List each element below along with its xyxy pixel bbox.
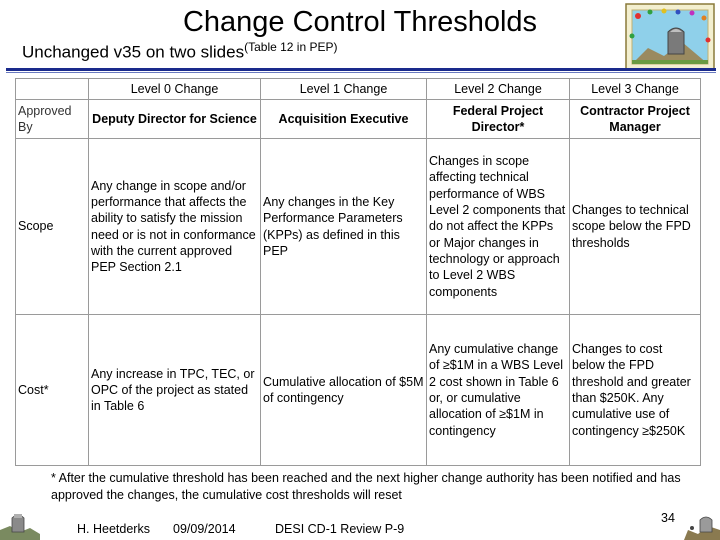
cost-level-2: Any cumulative change of ≥$1M in a WBS Level 2 cost shown in Table 6 or, or cumulative allocation of ≥$1M in contingency [427, 315, 570, 466]
approved-level-1: Acquisition Executive [261, 100, 427, 139]
header-level-2: Level 2 Change [427, 79, 570, 100]
cost-level-0: Any increase in TPC, TEC, or OPC of the project as stated in Table 6 [89, 315, 261, 466]
cost-level-1: Cumulative allocation of $5M of contingency [261, 315, 427, 466]
cost-level-3: Changes to cost below the FPD threshold and greater than $250K. Any cumulative use of contingency ≥$250K [570, 315, 701, 466]
table-row-scope [16, 139, 701, 315]
table-row-approved-by [16, 100, 701, 139]
table-header-row [16, 79, 701, 100]
scope-level-2: Changes in scope affecting technical performance of WBS Level 2 components that do not affect the KPPs or Major changes in technology or approach to Level 2 WBS components [427, 139, 570, 315]
header-level-0: Level 0 Change [89, 79, 261, 100]
approved-level-0: Deputy Director for Science [89, 100, 261, 139]
telescope-corner-right-icon [684, 508, 720, 540]
subtitle-note: (Table 12 in PEP) [244, 40, 338, 54]
energy-logo-icon [624, 2, 716, 72]
footer-author: H. Heetderks [77, 522, 150, 536]
footer-date: 09/09/2014 [173, 522, 236, 536]
slide-title: Change Control Thresholds [182, 6, 538, 38]
title-rule-thin [6, 72, 716, 73]
title-rule [6, 68, 716, 71]
row-label-cost: Cost* [16, 315, 89, 466]
page-number: 34 [661, 511, 675, 525]
subtitle-text: Unchanged v35 on two slides [22, 42, 245, 62]
row-label-scope: Scope [16, 139, 89, 315]
footnote: * After the cumulative threshold has been reached and the next higher change authority has been notified and has approved the changes, the cumulative cost thresholds will reset [51, 471, 681, 502]
table-row-cost [16, 315, 701, 466]
telescope-corner-icon [0, 508, 40, 540]
approved-level-2: Federal Project Director* [427, 100, 570, 139]
row-label-approved-by: Approved By [16, 100, 89, 139]
footer-event: DESI CD-1 Review P-9 [275, 522, 405, 536]
header-level-1: Level 1 Change [261, 79, 427, 100]
scope-level-3: Changes to technical scope below the FPD thresholds [570, 139, 701, 315]
header-level-3: Level 3 Change [570, 79, 701, 100]
slide-subtitle [22, 40, 337, 63]
change-threshold-table [15, 78, 701, 466]
scope-level-1: Any changes in the Key Performance Parameters (KPPs) as defined in this PEP [261, 139, 427, 315]
scope-level-0: Any change in scope and/or performance that affects the ability to satisfy the mission need or is not in conformance with the current approved PEP Section 2.1 [89, 139, 261, 315]
header-cell-empty [16, 79, 89, 100]
approved-level-3: Contractor Project Manager [570, 100, 701, 139]
